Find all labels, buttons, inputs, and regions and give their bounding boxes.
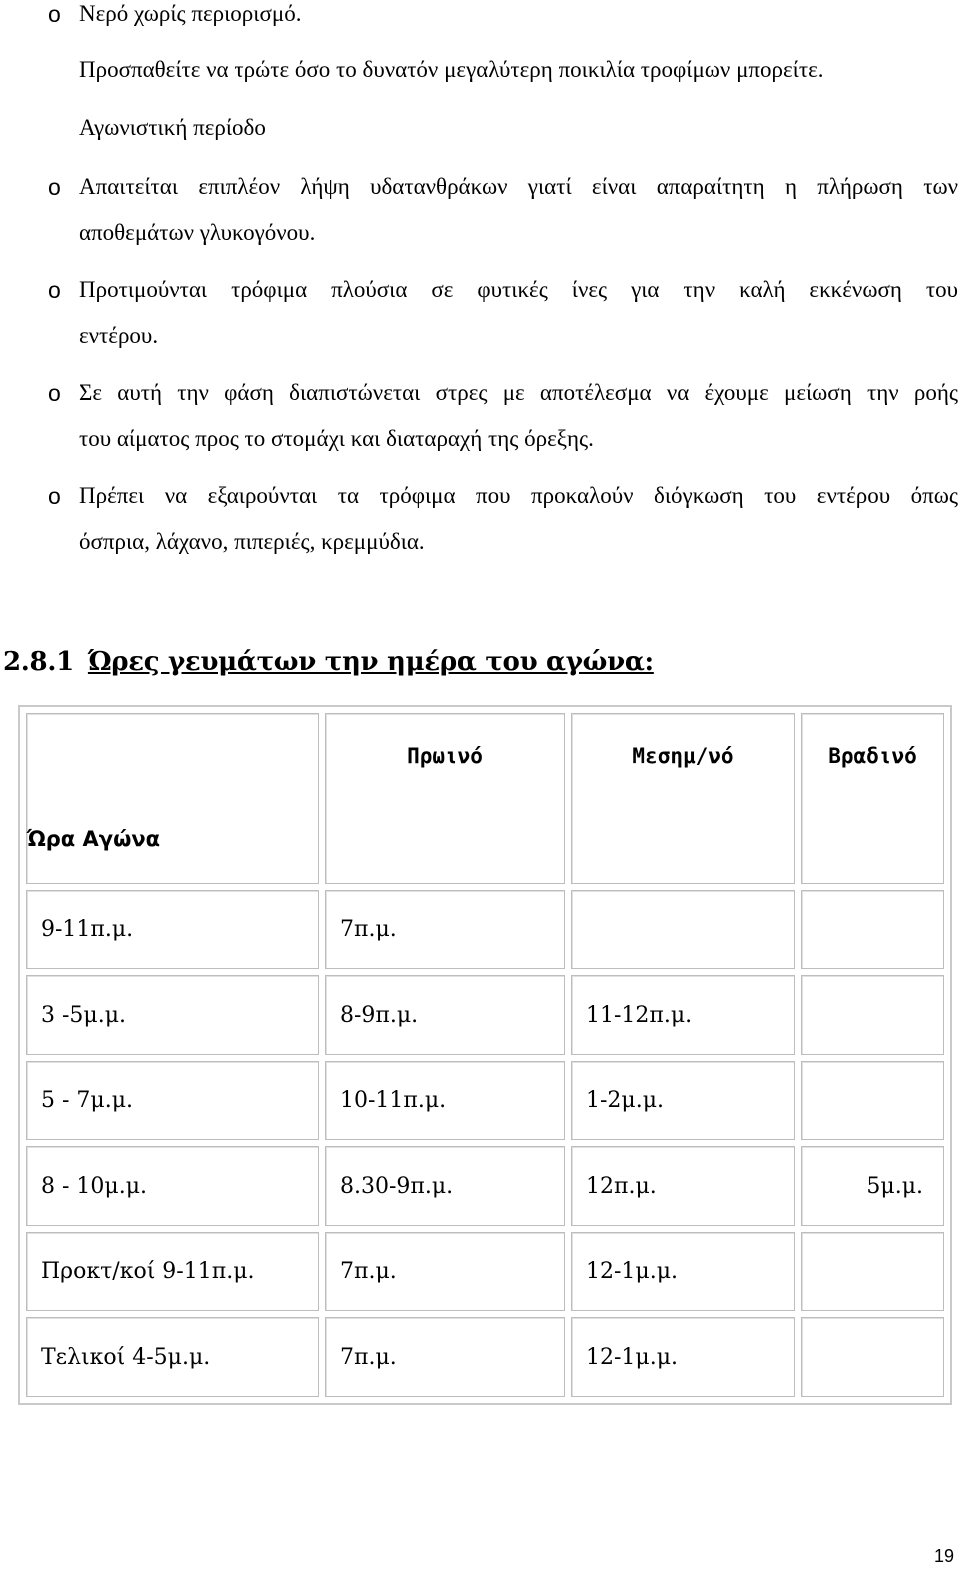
table-cell: 10-11π.μ. bbox=[325, 1061, 565, 1141]
paragraph-variety: Προσπαθείτε να τρώτε όσο το δυνατόν μεγαλύτερη ποικιλία τροφίμων μπορείτε. bbox=[79, 57, 824, 82]
table-cell: 5μ.μ. bbox=[801, 1146, 944, 1226]
table-cell: 9-11π.μ. bbox=[26, 890, 319, 970]
table-cell: 12-1μ.μ. bbox=[571, 1232, 795, 1312]
table-cell: 7π.μ. bbox=[325, 1232, 565, 1312]
section-heading bbox=[3, 647, 654, 677]
table-cell: 8 - 10μ.μ. bbox=[26, 1146, 319, 1226]
paragraph-stress-line2: του αίματος προς το στομάχι και διαταραχή της όρεξης. bbox=[79, 426, 594, 451]
page-number: 19 bbox=[934, 1546, 955, 1566]
table-cell bbox=[801, 1232, 944, 1312]
table-cell: 12-1μ.μ. bbox=[571, 1317, 795, 1397]
section-title: Ώρες γευμάτων την ημέρα του αγώνα: bbox=[87, 647, 654, 677]
header-lunch: Μεσημ/νό bbox=[571, 713, 795, 884]
paragraph-bloating-line1: Πρέπει να εξαιρούνται τα τρόφιμα που προκαλούν διόγκωση του εντέρου όπως bbox=[79, 483, 958, 508]
table-row bbox=[26, 1232, 944, 1312]
paragraph-fiber-line2: εντέρου. bbox=[79, 323, 159, 348]
paragraph-water: Νερό χωρίς περιορισμό. bbox=[79, 1, 302, 26]
table-cell bbox=[801, 1061, 944, 1141]
paragraph-bloating-line2: όσπρια, λάχανο, πιπεριές, κρεμμύδια. bbox=[79, 529, 425, 554]
table-cell: Προκτ/κοί 9-11π.μ. bbox=[26, 1232, 319, 1312]
table-header-row bbox=[26, 713, 944, 884]
header-breakfast: Πρωινό bbox=[325, 713, 565, 884]
paragraph-stress-line1: Σε αυτή την φάση διαπιστώνεται στρες με αποτέλεσμα να έχουμε μείωση την ροής bbox=[79, 380, 958, 405]
table-cell: 7π.μ. bbox=[325, 890, 565, 970]
table-row bbox=[26, 890, 944, 970]
table-cell: 8.30-9π.μ. bbox=[325, 1146, 565, 1226]
table-cell: 12π.μ. bbox=[571, 1146, 795, 1226]
table-cell: 11-12π.μ. bbox=[571, 975, 795, 1055]
bullet-marker: o bbox=[48, 483, 61, 509]
table-cell bbox=[801, 1317, 944, 1397]
table-cell: 7π.μ. bbox=[325, 1317, 565, 1397]
table-cell: 3 -5μ.μ. bbox=[26, 975, 319, 1055]
header-dinner: Βραδινό bbox=[801, 713, 944, 884]
bullet-marker: o bbox=[48, 277, 61, 303]
paragraph-carbs-line2: αποθεμάτων γλυκογόνου. bbox=[79, 220, 316, 245]
table-cell bbox=[801, 890, 944, 970]
paragraph-fiber-line1: Προτιμούνται τρόφιμα πλούσια σε φυτικές ίνες για την καλή εκκένωση του bbox=[79, 277, 958, 302]
bullet-marker: o bbox=[48, 1, 61, 27]
table-cell: 8-9π.μ. bbox=[325, 975, 565, 1055]
bullet-marker: o bbox=[48, 380, 61, 406]
table-row bbox=[26, 1061, 944, 1141]
subheading-competition-period: Αγωνιστική περίοδο bbox=[79, 115, 266, 140]
section-number: 2.8.1 bbox=[3, 647, 74, 677]
paragraph-carbs-line1: Απαιτείται επιπλέον λήψη υδατανθράκων γιατί είναι απαραίτητη η πλήρωση των bbox=[79, 174, 958, 199]
table-row bbox=[26, 975, 944, 1055]
table-cell bbox=[571, 890, 795, 970]
header-race-time: Ώρα Αγώνα bbox=[26, 713, 319, 884]
table-cell: 1-2μ.μ. bbox=[571, 1061, 795, 1141]
table-row bbox=[26, 1146, 944, 1226]
table-row bbox=[26, 1317, 944, 1397]
table-cell bbox=[801, 975, 944, 1055]
bullet-marker: o bbox=[48, 174, 61, 200]
table-cell: Τελικοί 4-5μ.μ. bbox=[26, 1317, 319, 1397]
meal-times-table bbox=[18, 705, 952, 1405]
table-cell: 5 - 7μ.μ. bbox=[26, 1061, 319, 1141]
